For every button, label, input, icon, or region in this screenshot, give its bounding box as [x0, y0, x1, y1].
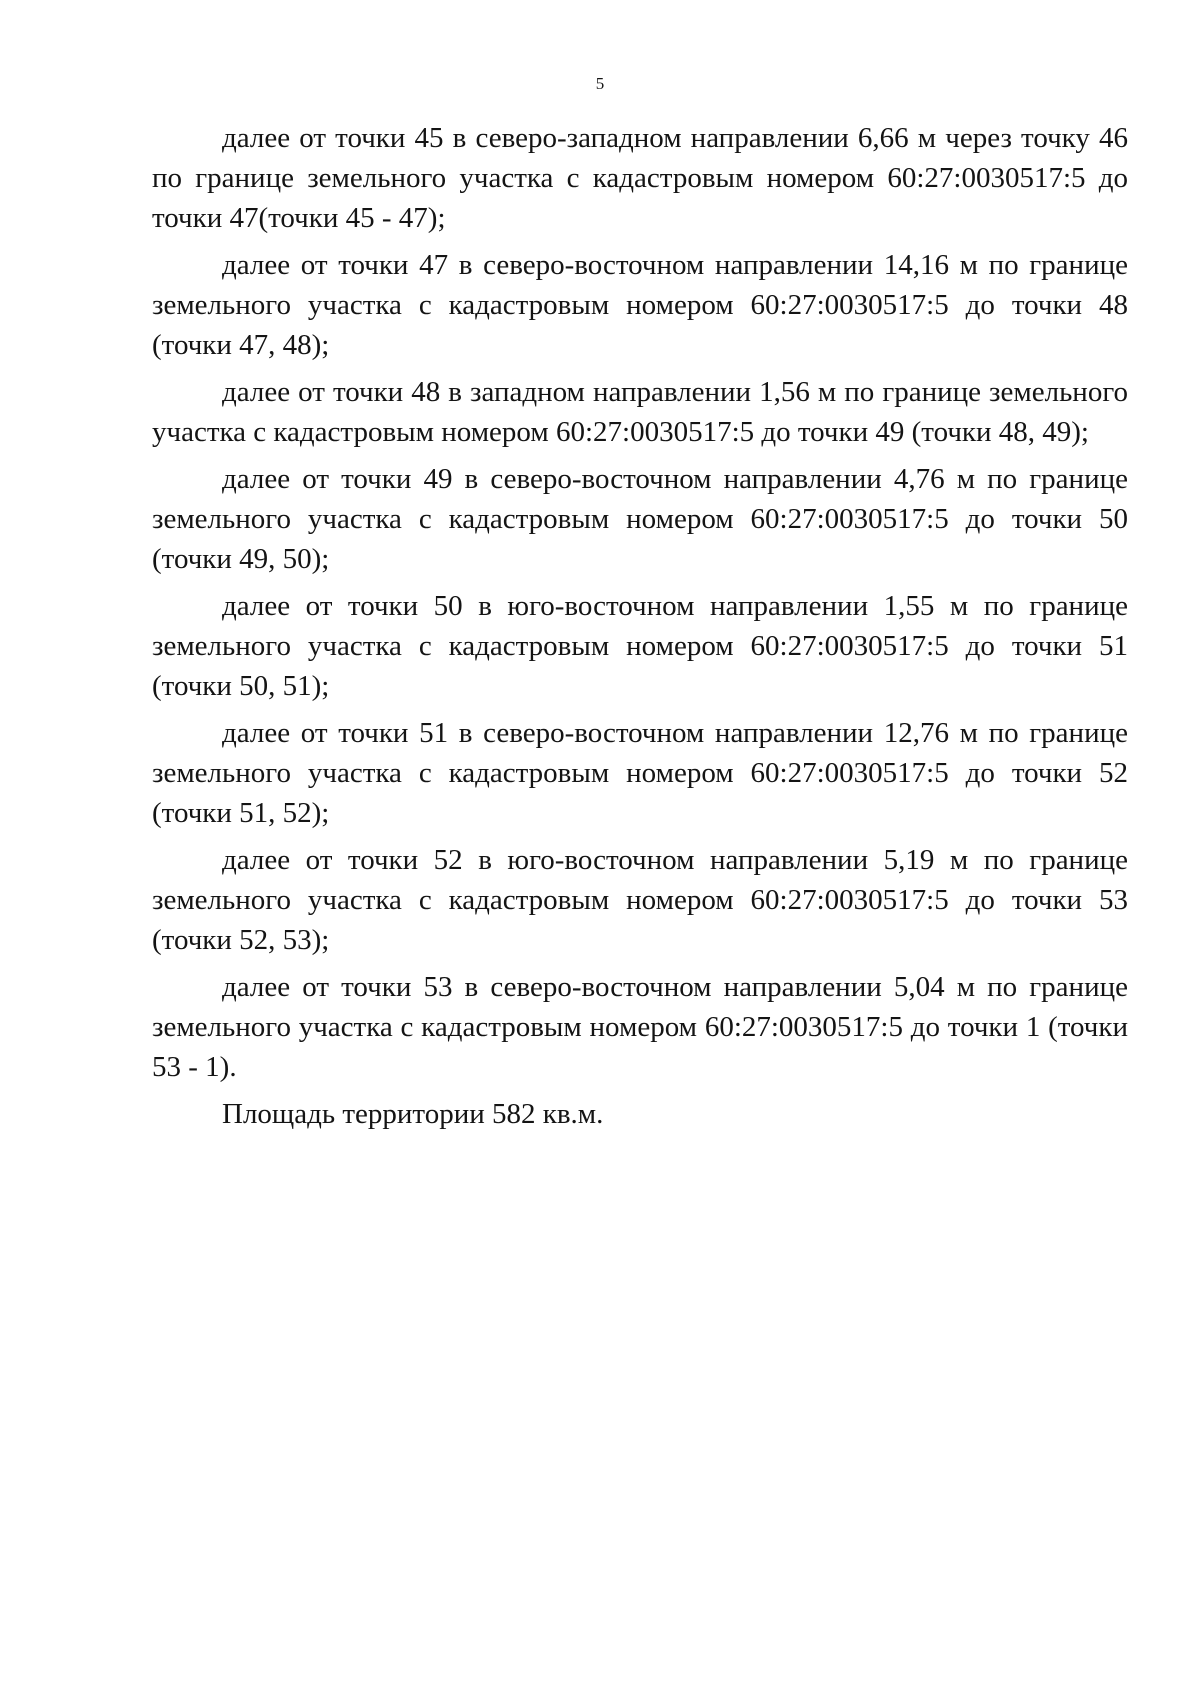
page-number: 5	[595, 74, 605, 93]
document-body	[152, 118, 1128, 1141]
boundary-paragraph-53-1: далее от точки 53 в северо-восточном направлении 5,04 м по границе земельного участка с кадастровым номером 60:27:0030517:5 до точки 1 (точки 53 - 1).	[152, 971, 1128, 1083]
boundary-paragraph-47-48: далее от точки 47 в северо-восточном направлении 14,16 м по границе земельного участка с кадастровым номером 60:27:0030517:5 до точки 48 (точки 47, 48);	[152, 249, 1128, 361]
boundary-paragraph-48-49: далее от точки 48 в западном направлении 1,56 м по границе земельного участка с кадастровым номером 60:27:0030517:5 до точки 49 (точки 48, 49);	[152, 376, 1128, 448]
area-statement: Площадь территории 582 кв.м.	[222, 1098, 604, 1130]
boundary-paragraph-50-51: далее от точки 50 в юго-восточном направлении 1,55 м по границе земельного участка с кадастровым номером 60:27:0030517:5 до точки 51 (точки 50, 51);	[152, 590, 1128, 702]
boundary-paragraph-52-53: далее от точки 52 в юго-восточном направлении 5,19 м по границе земельного участка с кадастровым номером 60:27:0030517:5 до точки 53 (точки 52, 53);	[152, 844, 1128, 956]
boundary-paragraph-51-52: далее от точки 51 в северо-восточном направлении 12,76 м по границе земельного участка с кадастровым номером 60:27:0030517:5 до точки 52 (точки 51, 52);	[152, 717, 1128, 829]
boundary-paragraph-45-47: далее от точки 45 в северо-западном направлении 6,66 м через точку 46 по границе земельного участка с кадастровым номером 60:27:0030517:5 до точки 47(точки 45 - 47);	[152, 122, 1128, 234]
boundary-paragraph-49-50: далее от точки 49 в северо-восточном направлении 4,76 м по границе земельного участка с кадастровым номером 60:27:0030517:5 до точки 50 (точки 49, 50);	[152, 463, 1128, 575]
